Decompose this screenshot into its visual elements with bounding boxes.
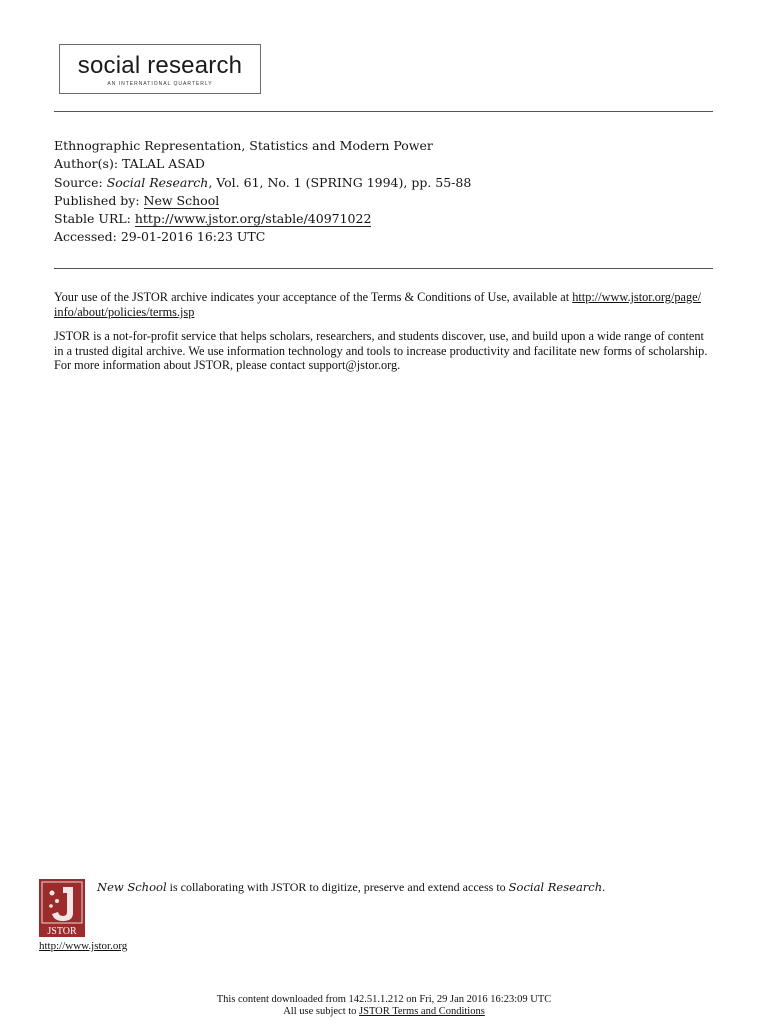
top-divider <box>54 111 713 112</box>
jstor-logo-text: JSTOR <box>47 926 77 937</box>
download-footer <box>0 994 768 1018</box>
jstor-terms-link[interactable]: JSTOR Terms and Conditions <box>359 1006 485 1017</box>
article-metadata <box>54 137 471 247</box>
collab-publisher: New School <box>97 880 167 894</box>
jstor-info-paragraph: JSTOR is a not-for-profit service that helps scholars, researchers, and students discover, use, and build upon a wide range of content in a trusted digital archive. We use information technology and tools to increase productivity and facilitate new forms of scholarship. For more information about JSTOR, please contact support@jstor.org. <box>54 329 708 373</box>
logo-title: social research <box>77 52 243 79</box>
download-info: This content downloaded from 142.51.1.212 on Fri, 29 Jan 2016 16:23:09 UTC <box>216 994 552 1005</box>
journal-logo <box>59 44 261 94</box>
collab-journal: Social Research <box>508 880 603 894</box>
publisher-line: Published by: New School <box>54 192 220 208</box>
terms-link[interactable]: http://www.jstor.org/page/ <box>572 290 701 304</box>
terms-notice <box>54 290 714 383</box>
source-line: Source: Social Research, Vol. 61, No. 1 (SPRING 1994), pp. 55-88 <box>54 174 472 190</box>
article-title: Ethnographic Representation, Statistics and Modern Power <box>54 138 433 153</box>
terms-link-continued[interactable]: info/about/policies/terms.jsp <box>54 304 195 319</box>
source-journal: Social Research <box>106 174 209 190</box>
collaboration-statement: New School is collaborating with JSTOR to digitize, preserve and extend access to Social Research. <box>97 880 606 894</box>
jstor-logo[interactable] <box>39 879 85 937</box>
author-name: TALAL ASAD <box>122 156 205 172</box>
stable-url-link[interactable]: http://www.jstor.org/stable/40971022 <box>134 211 372 227</box>
middle-divider <box>54 268 713 269</box>
jstor-home-link[interactable]: http://www.jstor.org <box>39 940 128 952</box>
logo-subtitle: AN INTERNATIONAL QUARTERLY <box>107 81 213 87</box>
stable-url-line: Stable URL: http://www.jstor.org/stable/40971022 <box>54 211 372 227</box>
terms-paragraph: Your use of the JSTOR archive indicates your acceptance of the Terms & Conditions of Use, available at http://www.jstor.org/page/ info/about/policies/terms.jsp <box>54 290 701 319</box>
terms-footer-line: All use subject to JSTOR Terms and Conditions <box>283 1006 485 1017</box>
jstor-logo-icon <box>39 879 85 937</box>
author-line: Author(s): TALAL ASAD <box>54 156 205 172</box>
accessed-line: Accessed: 29-01-2016 16:23 UTC <box>54 229 266 245</box>
publisher-link[interactable]: New School <box>143 192 220 208</box>
